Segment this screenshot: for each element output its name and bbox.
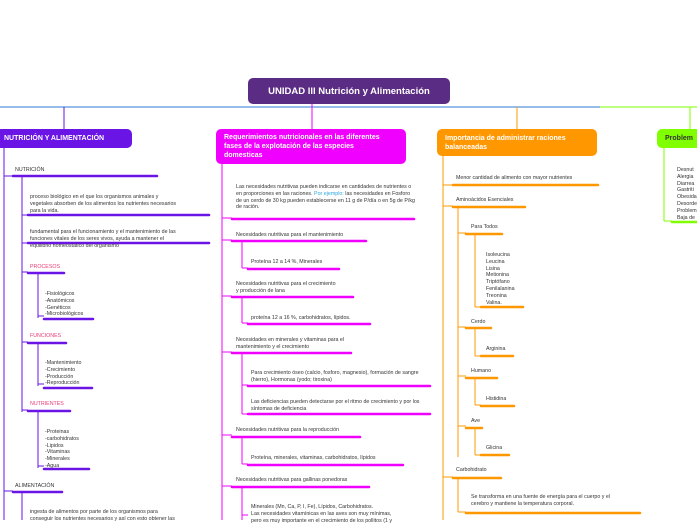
node-menor-cantidad: Menor cantidad de alimento con mayor nutrientes (456, 175, 573, 181)
branch-requerimientos[interactable] (216, 129, 406, 164)
node-problemas-items: Desnut Alergia Diarrea Gastriti Obesida Desorde Problem Baja de (677, 167, 697, 221)
node-alimentacion-desc: ingesta de alimentos por parte de los organismos para conseguir los nutrientes necesarios y así con esto obtener las (30, 509, 175, 522)
node-nutricion-desc1: proceso biológico en el que los organismos animales y vegetales absorben de los alimentos los nutrientes necesarios para la vida. (30, 194, 177, 214)
branch-problemas[interactable] (657, 129, 697, 148)
node-ave-item: Glicina (486, 445, 503, 451)
node-nutricion-desc2: fundamental para el funcionamiento y el mantenimiento de las funciones vitales de los seres vivos, ayuda a mantener el equilibrio homeostático del organismo (30, 229, 176, 249)
branch-title: Problem (665, 135, 694, 142)
node-procesos-items: -Fisiológicos -Anatómicos -Genéticos -Microbiológicos (45, 291, 84, 318)
node-mantenimiento-sub: Proteína 12 a 14 %, Minerales (251, 259, 323, 265)
branch-title: Importancia de administrar raciones balanceadas (445, 134, 566, 151)
node-carbohidrato: Carbohidrato (456, 467, 487, 473)
node-intro: Las necesidades nutritivas pueden indicarse en cantidades de nutrientes o en proporciones en las raciones. Por ejemplo: las necesidades en Fosforo de un cerdo de 30 kg pueden establecerse en 11 g de P/día o en 5g de P/kg de ración. (236, 184, 415, 211)
node-gallinas-sub: Minerales (Mn, Ca, P, I, Fe), Lípidos, Carbohidratos. Las necesidades vitamínicas en las aves son muy mínimas, pero es muy importante en el crecimiento de los pollitos (1 y (251, 504, 393, 524)
node-humano-item: Histidina (486, 396, 507, 402)
node-gallinas: Necesidades nutritivas para gallinas ponedoras (236, 477, 348, 483)
node-para-todos-items: Isoleucina Leucina Lisina Metionina Triptófano Fenilalanina Treonina Valina. (486, 252, 515, 306)
node-aminoacidos: Aminoácidos Esenciales (456, 197, 514, 203)
node-funciones-items: -Mantenimiento -Crecimiento -Producción -Reproducción (45, 360, 82, 387)
node-minv-sub2: Las deficiencias pueden detectarse por el ritmo de crecimiento y por los síntomas de deficiencia (251, 399, 420, 412)
node-crecimiento: Necesidades nutritivas para el crecimiento y producción de lana (236, 281, 336, 294)
node-para-todos: Para Todos (471, 224, 498, 230)
node-nutrientes-items: -Proteinas -carbohidratos -Lipidos -Vitaminas -Minerales -Agua (45, 429, 79, 469)
node-minerales-vitaminas: Necesidades en minerales y vitaminas para el mantenimiento y el crecimiento (236, 337, 345, 350)
node-nutricion: NUTRICIÓN (15, 167, 45, 173)
node-humano: Humano (471, 368, 492, 374)
ejemplo-label: Por ejemplo: (314, 190, 344, 197)
branch-nutricion-alimentacion[interactable] (0, 129, 132, 148)
branch-title: Requerimientos nutricionales en las diferentes fases de la explotación de las especies domesticas (224, 134, 380, 159)
node-nutrientes: NUTRIENTES (30, 401, 64, 407)
node-minv-sub1: Para crecimiento óseo (calcio, fosforo, magnesio), formación de sangre (hierro), Hormonas (yodo; tiroxina) (251, 370, 419, 383)
node-cerdo: Cerdo (471, 319, 486, 325)
node-funciones: FUNCIONES (30, 333, 62, 339)
node-reproduccion-sub: Proteína, minerales, vitaminas, carbohidratos, lípidos (251, 455, 376, 461)
node-mantenimiento: Necesidades nutritivas para el mantenimiento (236, 232, 344, 238)
root-title: UNIDAD lll Nutrición y Alimentación (268, 85, 430, 97)
node-alimentacion: ALIMENTACIÓN (15, 483, 55, 489)
branch-title: NUTRICIÓN Y ALIMENTACIÓN (4, 135, 105, 142)
node-cerdo-item: Arginina (486, 346, 506, 352)
node-procesos: PROCESOS (30, 264, 61, 270)
node-reproduccion: Necesidades nutritivas para la reproducción (236, 427, 340, 433)
branch-importancia[interactable] (437, 129, 597, 156)
node-ave: Ave (471, 418, 481, 424)
node-carbohidrato-desc: Se transforma en una fuente de energía para el cuerpo y el cerebro y mantiene la temperatura corporal. (471, 494, 610, 507)
node-crecimiento-sub: proteína 12 a 16 %, carbohidratos, lípidos. (251, 315, 351, 321)
root-topic[interactable] (248, 78, 450, 104)
